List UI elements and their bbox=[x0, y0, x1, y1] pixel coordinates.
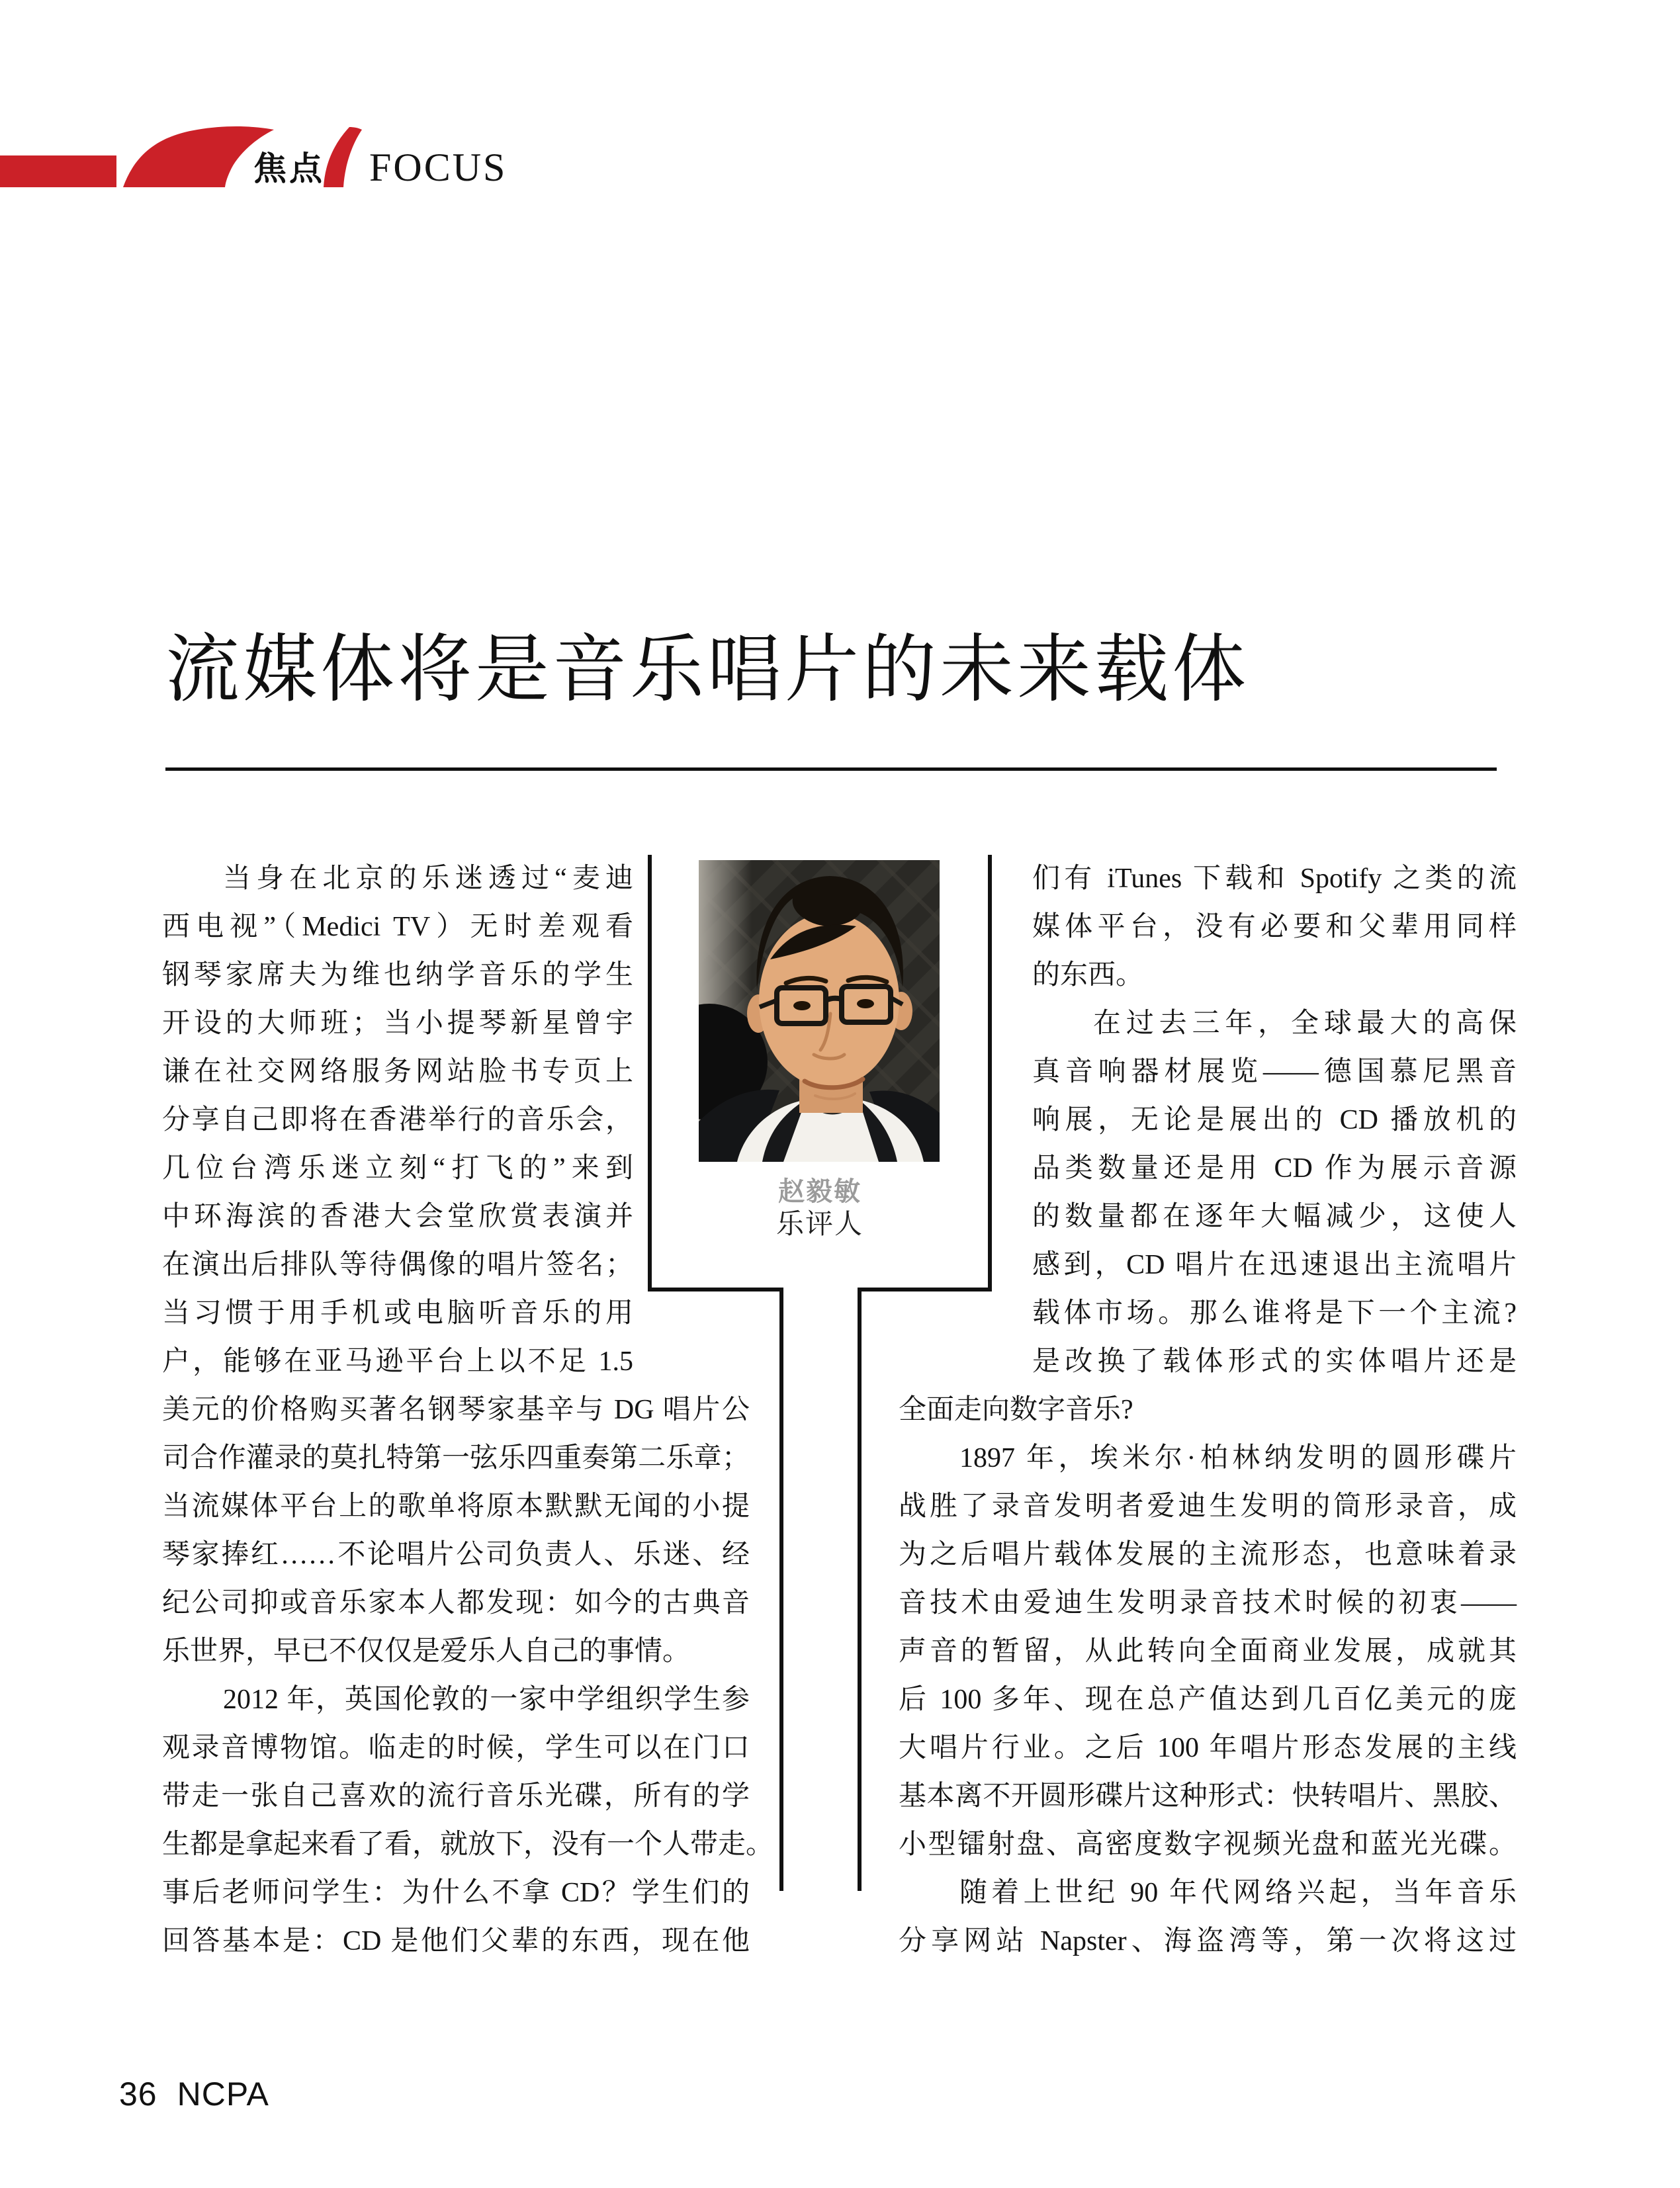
text-line: 事后老师问学生：为什么不拿 CD？学生们的 bbox=[162, 1878, 750, 1908]
text-line: 回答基本是：CD 是他们父辈的东西，现在他 bbox=[162, 1926, 750, 1956]
text-line: 当习惯于用手机或电脑听音乐的用 bbox=[162, 1298, 633, 1329]
section-label-cn: 焦点 bbox=[253, 150, 325, 187]
text-line: 响展，无论是展出的 CD 播放机的 bbox=[1032, 1105, 1517, 1135]
text-line: 为之后唱片载体发展的主流形态，也意味着录 bbox=[899, 1540, 1517, 1570]
right-column-lower bbox=[899, 1386, 1517, 1966]
text-line: 谦在社交网络服务网站脸书专页上 bbox=[162, 1057, 633, 1087]
text-line: 分享自己即将在香港举行的音乐会， bbox=[162, 1105, 633, 1135]
text-line: 感到，CD 唱片在迅速退出主流唱片 bbox=[1032, 1250, 1517, 1280]
text-line: 司合作灌录的莫扎特第一弦乐四重奏第二乐章； bbox=[162, 1443, 750, 1473]
text-line: 全面走向数字音乐? bbox=[899, 1395, 1133, 1425]
text-line: 品类数量还是用 CD 作为展示音源 bbox=[1032, 1153, 1517, 1184]
text-line: 在过去三年，全球最大的高保 bbox=[1093, 1008, 1517, 1039]
column-divider-right-line bbox=[858, 1288, 862, 1891]
text-line: 的数量都在逐年大幅减少，这使人 bbox=[1032, 1202, 1517, 1232]
text-line: 中环海滨的香港大会堂欣赏表演并 bbox=[162, 1202, 633, 1232]
text-line: 生都是拿起来看了看，就放下，没有一个人带走。 bbox=[162, 1829, 774, 1860]
text-line: 乐世界，早已不仅仅是爱乐人自己的事情。 bbox=[162, 1636, 691, 1667]
left-column-upper bbox=[162, 855, 633, 1386]
section-label-en: FOCUS bbox=[369, 146, 508, 189]
portrait-photo bbox=[699, 860, 940, 1162]
text-line: 当流媒体平台上的歌单将原本默默无闻的小提 bbox=[162, 1491, 750, 1522]
text-line: 小型镭射盘、高密度数字视频光盘和蓝光光碟。 bbox=[899, 1829, 1517, 1860]
text-line: 1897 年，埃米尔·柏林纳发明的圆形碟片 bbox=[959, 1443, 1517, 1473]
text-line: 美元的价格购买著名钢琴家基辛与 DG 唱片公 bbox=[162, 1395, 750, 1425]
text-line: 在演出后排队等待偶像的唱片签名； bbox=[162, 1250, 633, 1280]
portrait-name: 赵毅敏 bbox=[778, 1177, 862, 1206]
text-line: 后 100 多年、现在总产值达到几百亿美元的庞 bbox=[899, 1685, 1517, 1715]
text-line: 的东西。 bbox=[1032, 960, 1144, 990]
text-line: 观录音博物馆。临走的时候，学生可以在门口 bbox=[162, 1733, 750, 1763]
column-divider-left-line bbox=[779, 1288, 783, 1891]
text-line: 声音的暂留，从此转向全面商业发展，成就其 bbox=[899, 1636, 1517, 1667]
magazine-name: NCPA bbox=[177, 2076, 269, 2113]
text-line: 带走一张自己喜欢的流行音乐光碟，所有的学 bbox=[162, 1781, 750, 1812]
left-column-lower bbox=[162, 1386, 774, 1966]
text-line: 是改换了载体形式的实体唱片还是 bbox=[1032, 1346, 1517, 1377]
page-footer bbox=[119, 2075, 269, 2113]
text-line: 们有 iTunes 下载和 Spotify 之类的流 bbox=[1032, 863, 1517, 894]
text-line: 载体市场。那么谁将是下一个主流? bbox=[1032, 1298, 1517, 1329]
text-line: 纪公司抑或音乐家本人都发现：如今的古典音 bbox=[162, 1588, 750, 1618]
title-rule bbox=[165, 767, 1497, 771]
text-line: 战胜了录音发明者爱迪生发明的筒形录音，成 bbox=[899, 1491, 1517, 1522]
text-line: 琴家捧红……不论唱片公司负责人、乐迷、经 bbox=[162, 1540, 750, 1570]
text-line: 钢琴家席夫为维也纳学音乐的学生 bbox=[162, 960, 633, 990]
text-line: 分享网站 Napster、海盗湾等，第一次将这过 bbox=[899, 1926, 1517, 1956]
text-line: 大唱片行业。之后 100 年唱片形态发展的主线 bbox=[899, 1733, 1517, 1763]
text-line: 西电视”（Medici TV）无时差观看 bbox=[162, 912, 633, 942]
text-line: 基本离不开圆形碟片这种形式：快转唱片、黑胶、 bbox=[899, 1781, 1517, 1812]
page-title: 流媒体将是音乐唱片的未来载体 bbox=[165, 629, 1249, 711]
text-line: 当身在北京的乐迷透过“麦迪 bbox=[223, 863, 633, 894]
text-line: 音技术由爱迪生发明录音技术时候的初衷—— bbox=[899, 1588, 1517, 1618]
portrait-frame-bottom-left-line bbox=[648, 1288, 783, 1291]
text-line: 媒体平台，没有必要和父辈用同样 bbox=[1032, 912, 1517, 942]
text-line: 几位台湾乐迷立刻“打飞的”来到 bbox=[162, 1153, 633, 1184]
page-number: 36 bbox=[119, 2076, 157, 2113]
portrait-frame-bottom-right-line bbox=[858, 1288, 992, 1291]
text-line: 户，能够在亚马逊平台上以不足 1.5 bbox=[162, 1346, 633, 1377]
portrait-caption bbox=[648, 1176, 992, 1241]
text-line: 开设的大师班；当小提琴新星曾宇 bbox=[162, 1008, 633, 1039]
text-line: 真音响器材展览——德国慕尼黑音 bbox=[1032, 1057, 1517, 1087]
text-line: 2012 年，英国伦敦的一家中学组织学生参 bbox=[223, 1685, 750, 1715]
text-line: 随着上世纪 90 年代网络兴起，当年音乐 bbox=[959, 1878, 1517, 1908]
right-column-upper bbox=[1032, 855, 1517, 1386]
portrait-role: 乐评人 bbox=[775, 1208, 863, 1239]
